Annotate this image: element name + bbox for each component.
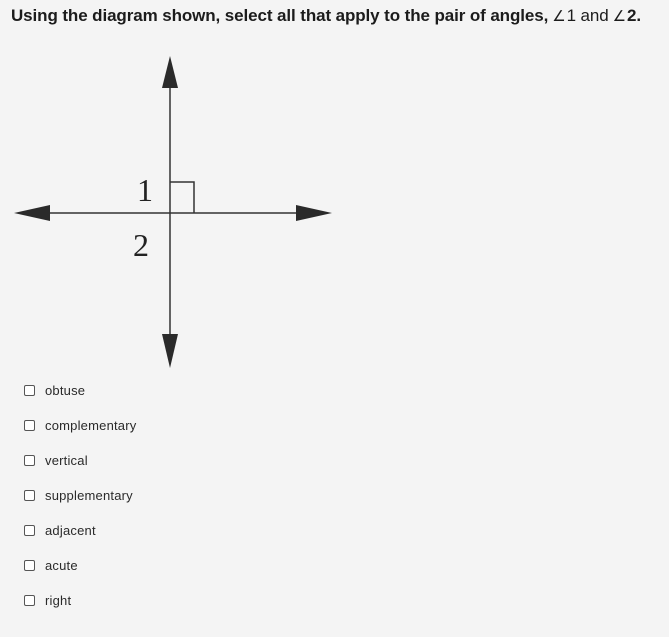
option-vertical[interactable]: [24, 450, 88, 470]
option-right[interactable]: [24, 590, 71, 610]
checkbox-vertical[interactable]: [24, 455, 35, 466]
angle-1-label: 1: [137, 172, 153, 208]
angle-symbol-icon: ∠: [552, 8, 566, 25]
option-supplementary[interactable]: [24, 485, 133, 505]
option-acute[interactable]: [24, 555, 78, 575]
angle-2-label: 2: [133, 227, 149, 263]
checkbox-supplementary[interactable]: [24, 490, 35, 501]
angle-2-ref: 2.: [626, 6, 641, 25]
option-label: acute: [45, 557, 78, 573]
option-label: obtuse: [45, 382, 86, 398]
angle-symbol-icon: ∠: [612, 8, 626, 25]
right-angle-marker: [170, 182, 194, 213]
question-connector: and: [580, 6, 609, 25]
angle-1-ref: 1: [566, 6, 576, 25]
right-arrow-icon: [296, 205, 332, 221]
down-arrow-icon: [162, 334, 178, 368]
left-arrow-icon: [14, 205, 50, 221]
checkbox-right[interactable]: [24, 595, 35, 606]
option-label: supplementary: [45, 487, 133, 503]
question-prompt: Using the diagram shown, select all that apply to the pair of angles,: [11, 6, 549, 25]
checkbox-obtuse[interactable]: [24, 385, 35, 396]
checkbox-acute[interactable]: [24, 560, 35, 571]
option-label: complementary: [45, 417, 137, 433]
option-adjacent[interactable]: [24, 520, 96, 540]
option-label: adjacent: [45, 522, 96, 538]
option-label: vertical: [45, 452, 88, 468]
option-obtuse[interactable]: [24, 380, 85, 400]
up-arrow-icon: [162, 56, 178, 88]
option-label: right: [45, 592, 72, 608]
checkbox-complementary[interactable]: [24, 420, 35, 431]
option-complementary[interactable]: [24, 415, 136, 435]
checkbox-adjacent[interactable]: [24, 525, 35, 536]
